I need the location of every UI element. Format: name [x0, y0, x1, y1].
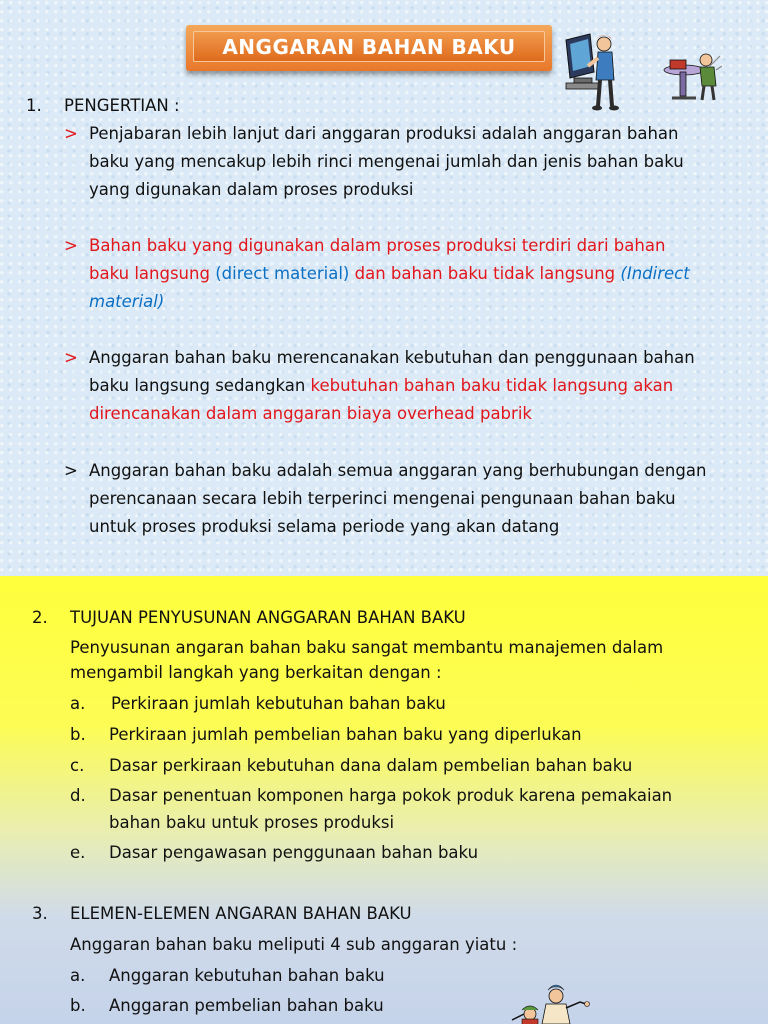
p2-line-3: material): [89, 292, 165, 311]
p2-text-blue: (direct material): [215, 264, 350, 283]
list-item-text: Dasar penentuan komponen harga pokok produk karena pemakaian: [109, 786, 673, 805]
section-3-heading: ELEMEN-ELEMEN ANGARAN BAHAN BAKU: [70, 904, 412, 923]
p1-line-3: yang digunakan dalam proses produksi: [89, 180, 414, 199]
p3-text-black: baku langsung sedangkan: [89, 376, 306, 395]
section-1-heading: PENGERTIAN :: [64, 96, 180, 115]
bullet-marker: >: [64, 236, 78, 255]
p3-text-red: kebutuhan bahan baku tidak langsung akan: [310, 376, 674, 395]
list-item-letter: e.: [70, 843, 86, 862]
bullet-marker: >: [64, 461, 78, 480]
section-3-intro: Anggaran bahan baku meliputi 4 sub anggaran yiatu :: [70, 935, 518, 954]
bullet-marker: >: [64, 124, 78, 143]
list-item-text-continued: bahan baku untuk proses produksi: [109, 813, 395, 832]
section-2-number: 2.: [32, 608, 48, 627]
p2-line-2: [89, 264, 690, 284]
p1-line-2: baku yang mencakup lebih rinci mengenai jumlah dan jenis bahan baku: [89, 152, 684, 171]
section-1-number: 1.: [26, 96, 42, 115]
p2-line-1: Bahan baku yang digunakan dalam proses produksi terdiri dari bahan: [89, 236, 666, 255]
p3-line-3: direncanakan dalam anggaran biaya overhead pabrik: [89, 404, 532, 423]
list-item-letter: a.: [70, 694, 86, 713]
section-2-intro-line-2: mengambil langkah yang berkaitan dengan :: [70, 663, 442, 682]
list-item-text: Perkiraan jumlah pembelian bahan baku yang diperlukan: [109, 725, 582, 744]
p4-line-2: perencanaan secara lebih terperinci mengenai pengunaan bahan baku: [89, 489, 676, 508]
p4-line-1: Anggaran bahan baku adalah semua anggaran yang berhubungan dengan: [89, 461, 707, 480]
bullet-marker: >: [64, 348, 78, 367]
list-item-text: Anggaran pembelian bahan baku: [109, 996, 384, 1015]
p1-line-1: Penjabaran lebih lanjut dari anggaran produksi adalah anggaran bahan: [89, 124, 679, 143]
person-at-desk-clipart: [662, 52, 722, 104]
p3-line-1: Anggaran bahan baku merencanakan kebutuhan dan penggunaan bahan: [89, 348, 695, 367]
p2-text-blue-italic: (Indirect: [620, 264, 690, 283]
p2-text-red: dan bahan baku tidak langsung: [354, 264, 616, 283]
person-at-computer-clipart: [560, 28, 620, 112]
title-banner: [186, 25, 552, 71]
list-item-letter: b.: [70, 725, 86, 744]
list-item-text: Dasar perkiraan kebutuhan dana dalam pembelian bahan baku: [109, 756, 633, 775]
page-title: ANGGARAN BAHAN BAKU: [193, 31, 545, 62]
list-item-text: Anggaran kebutuhan bahan baku: [109, 966, 385, 985]
p2-text-red: baku langsung: [89, 264, 210, 283]
section-3-number: 3.: [32, 904, 48, 923]
list-item-text: Dasar pengawasan penggunaan bahan baku: [109, 843, 479, 862]
section-2-intro-line-1: Penyusunan angaran bahan baku sangat membantu manajemen dalam: [70, 638, 664, 657]
list-item-letter: d.: [70, 786, 86, 805]
list-item-letter: a.: [70, 966, 86, 985]
people-clipart: [508, 980, 598, 1024]
list-item-letter: c.: [70, 756, 85, 775]
list-item-letter: b.: [70, 996, 86, 1015]
list-item-text: Perkiraan jumlah kebutuhan bahan baku: [111, 694, 446, 713]
section-2-heading: TUJUAN PENYUSUNAN ANGGARAN BAHAN BAKU: [70, 608, 466, 627]
p4-line-3: untuk proses produksi selama periode yang akan datang: [89, 517, 560, 536]
p3-line-2: [89, 376, 673, 396]
